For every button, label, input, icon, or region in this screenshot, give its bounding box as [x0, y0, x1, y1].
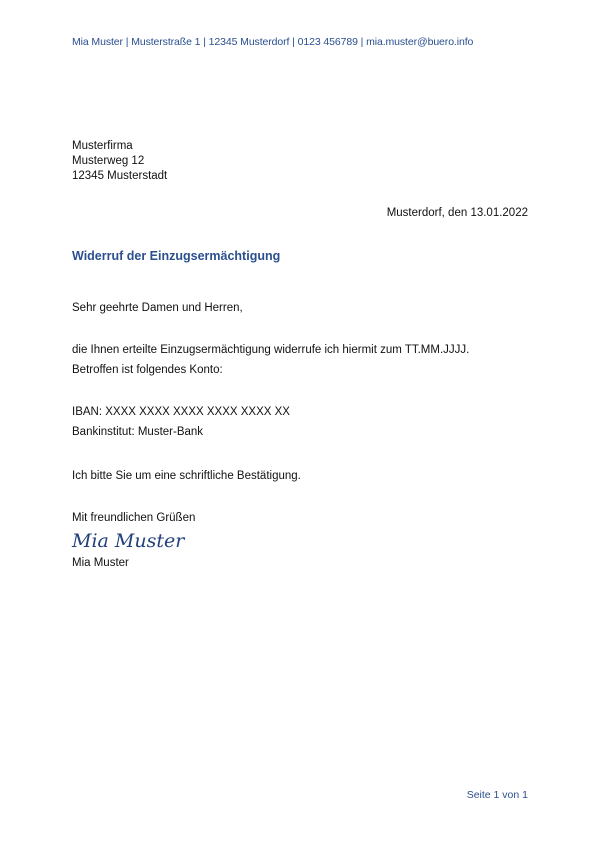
revocation-paragraph — [72, 340, 469, 380]
revocation-paragraph-line-2: Betroffen ist folgendes Konto: — [72, 364, 223, 376]
closing-phrase: Mit freundlichen Grüßen — [72, 512, 196, 524]
iban-line: IBAN: XXXX XXXX XXXX XXXX XXXX XX — [72, 406, 290, 418]
sender-address-line: Mia Muster | Musterstraße 1 | 12345 Musterdorf | 0123 456789 | mia.muster@buero.info — [72, 36, 474, 48]
confirmation-request: Ich bitte Sie um eine schriftliche Bestätigung. — [72, 470, 301, 482]
page-number: Seite 1 von 1 — [466, 789, 528, 801]
bank-line: Bankinstitut: Muster-Bank — [72, 426, 204, 438]
account-details — [72, 402, 290, 442]
recipient-address-block — [72, 139, 167, 184]
place-date-line: Musterdorf, den 13.01.2022 — [386, 207, 528, 219]
letter-subject: Widerruf der Einzugsermächtigung — [72, 249, 281, 263]
recipient-company: Musterfirma — [72, 140, 133, 152]
handwritten-signature: Mia Muster — [72, 530, 185, 552]
recipient-street: Musterweg 12 — [72, 155, 145, 167]
recipient-city: 12345 Musterstadt — [72, 170, 168, 182]
printed-signer-name: Mia Muster — [72, 557, 129, 569]
salutation: Sehr geehrte Damen und Herren, — [72, 302, 243, 314]
revocation-paragraph-line-1: die Ihnen erteilte Einzugsermächtigung widerrufe ich hiermit zum TT.MM.JJJJ. — [72, 344, 470, 356]
